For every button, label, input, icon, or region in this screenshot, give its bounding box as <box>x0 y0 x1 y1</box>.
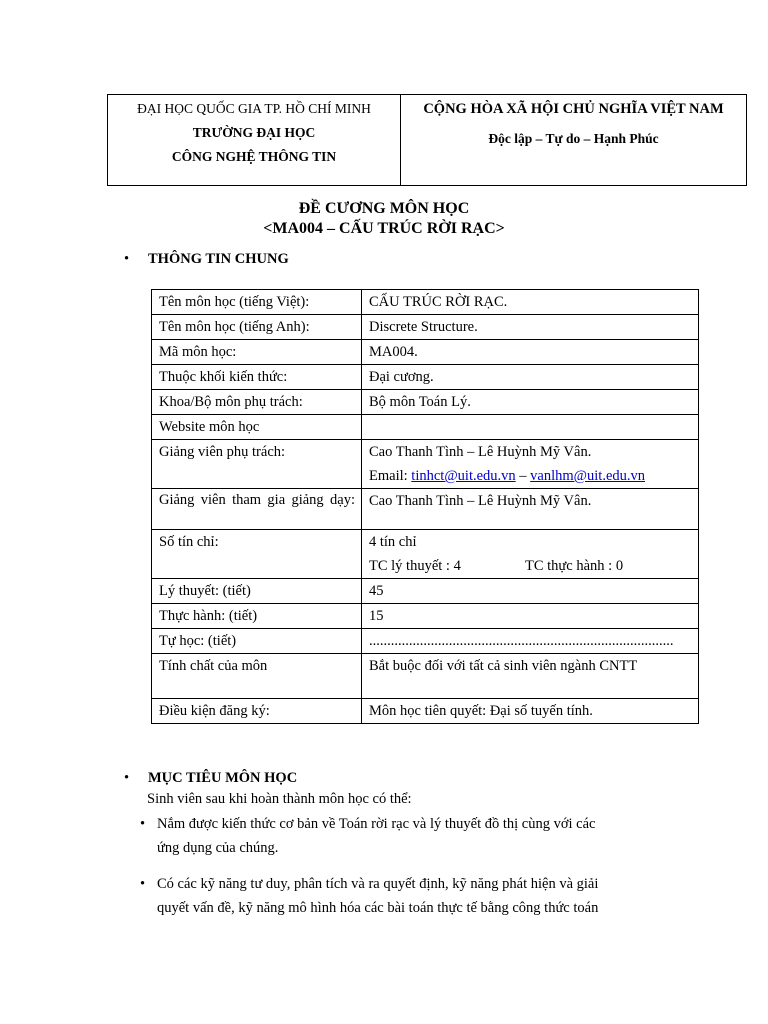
national-name: CỘNG HÒA XÃ HỘI CHỦ NGHĨA VIỆT NAM <box>423 101 724 117</box>
row-value <box>362 530 699 579</box>
email-link-tinhct[interactable]: tinhct@uit.edu.vn <box>411 468 516 484</box>
bullet: • <box>124 251 130 267</box>
bullet: • <box>124 770 130 786</box>
row-value: Bắt buộc đối với tất cả sinh viên ngành CNTT <box>362 654 699 699</box>
school-name-line2: CÔNG NGHỆ THÔNG TIN <box>171 149 337 164</box>
table-row <box>152 579 699 604</box>
table-row <box>152 390 699 415</box>
table-row <box>152 699 699 724</box>
label-text: Giảng viên tham gia giảng dạy: <box>159 492 355 508</box>
row-label: Lý thuyết: (tiết) <box>152 579 362 604</box>
objective-line <box>140 872 660 896</box>
objectives-intro: Sinh viên sau khi hoàn thành môn học có thể: <box>147 791 412 807</box>
document-subtitle: <MA004 – CẤU TRÚC RỜI RẠC> <box>263 220 505 237</box>
email-line <box>369 466 692 486</box>
document-header <box>107 94 747 186</box>
table-row <box>152 604 699 629</box>
objective-line <box>140 812 660 836</box>
credits: 4 tín chỉ <box>369 534 417 550</box>
row-label: Tự học: (tiết) <box>152 629 362 654</box>
objective-text-cont: quyết vấn đề, kỹ năng mô hình hóa các bài toán thực tế bằng công thức toán <box>157 900 599 916</box>
row-label: Tính chất của môn <box>152 654 362 699</box>
bullet: • <box>140 876 146 892</box>
section-general-info-heading <box>124 251 289 268</box>
table-row <box>152 489 699 530</box>
row-label: Khoa/Bộ môn phụ trách: <box>152 390 362 415</box>
table-row <box>152 654 699 699</box>
row-label: Giảng viên phụ trách: <box>152 440 362 489</box>
row-value: 15 <box>362 604 699 629</box>
email-separator: – <box>515 468 531 484</box>
row-label: Tên môn học (tiếng Việt): <box>152 290 362 315</box>
course-info-table <box>151 289 699 724</box>
objective-text-cont: ứng dụng của chúng. <box>157 840 279 856</box>
email-label: Email: <box>369 468 412 484</box>
row-label: Tên môn học (tiếng Anh): <box>152 315 362 340</box>
university-name: ĐẠI HỌC QUỐC GIA TP. HỒ CHÍ MINH <box>137 101 371 116</box>
bullet: • <box>140 816 146 832</box>
header-national <box>401 95 746 185</box>
table-row <box>152 440 699 489</box>
objective-item <box>140 812 660 860</box>
table-row <box>152 340 699 365</box>
row-value: .................................................................................... <box>362 629 699 654</box>
section-title: MỤC TIÊU MÔN HỌC <box>148 770 298 786</box>
document-title: ĐỀ CƯƠNG MÔN HỌC <box>298 200 470 217</box>
section-title: THÔNG TIN CHUNG <box>148 251 289 267</box>
row-value: 45 <box>362 579 699 604</box>
row-label: Website môn học <box>152 415 362 440</box>
row-label: Mã môn học: <box>152 340 362 365</box>
row-value: CẤU TRÚC RỜI RẠC. <box>362 290 699 315</box>
row-label: Thuộc khối kiến thức: <box>152 365 362 390</box>
row-value: Bộ môn Toán Lý. <box>362 390 699 415</box>
header-institution <box>108 95 401 185</box>
objective-text: Có các kỹ năng tư duy, phân tích và ra quyết định, kỹ năng phát hiện và giải <box>157 876 599 892</box>
row-label <box>152 489 362 530</box>
table-row <box>152 530 699 579</box>
objective-item <box>140 872 660 920</box>
row-value: Discrete Structure. <box>362 315 699 340</box>
theory-credits: TC lý thuyết : 4 <box>369 558 461 574</box>
table-row <box>152 315 699 340</box>
practice-credits: TC thực hành : 0 <box>525 558 624 574</box>
credits-breakdown <box>369 556 692 576</box>
school-name-line1: TRƯỜNG ĐẠI HỌC <box>192 125 316 140</box>
table-row <box>152 290 699 315</box>
lecturers: Cao Thanh Tình – Lê Huỳnh Mỹ Vân. <box>369 444 592 460</box>
row-label: Số tín chỉ: <box>152 530 362 579</box>
row-value <box>362 440 699 489</box>
objective-text: Nắm được kiến thức cơ bản về Toán rời rạc và lý thuyết đồ thị cùng với các <box>157 816 596 832</box>
row-value: Cao Thanh Tình – Lê Huỳnh Mỹ Vân. <box>362 489 699 530</box>
national-motto: Độc lập – Tự do – Hạnh Phúc <box>488 131 659 146</box>
row-label: Điều kiện đăng ký: <box>152 699 362 724</box>
row-value <box>362 415 699 440</box>
row-value: Đại cương. <box>362 365 699 390</box>
table-row <box>152 629 699 654</box>
section-objectives-heading <box>124 770 297 787</box>
row-value: MA004. <box>362 340 699 365</box>
table-row <box>152 365 699 390</box>
email-link-vanlhm[interactable]: vanlhm@uit.edu.vn <box>530 468 646 484</box>
row-label: Thực hành: (tiết) <box>152 604 362 629</box>
row-value: Môn học tiên quyết: Đại số tuyến tính. <box>362 699 699 724</box>
table-row <box>152 415 699 440</box>
